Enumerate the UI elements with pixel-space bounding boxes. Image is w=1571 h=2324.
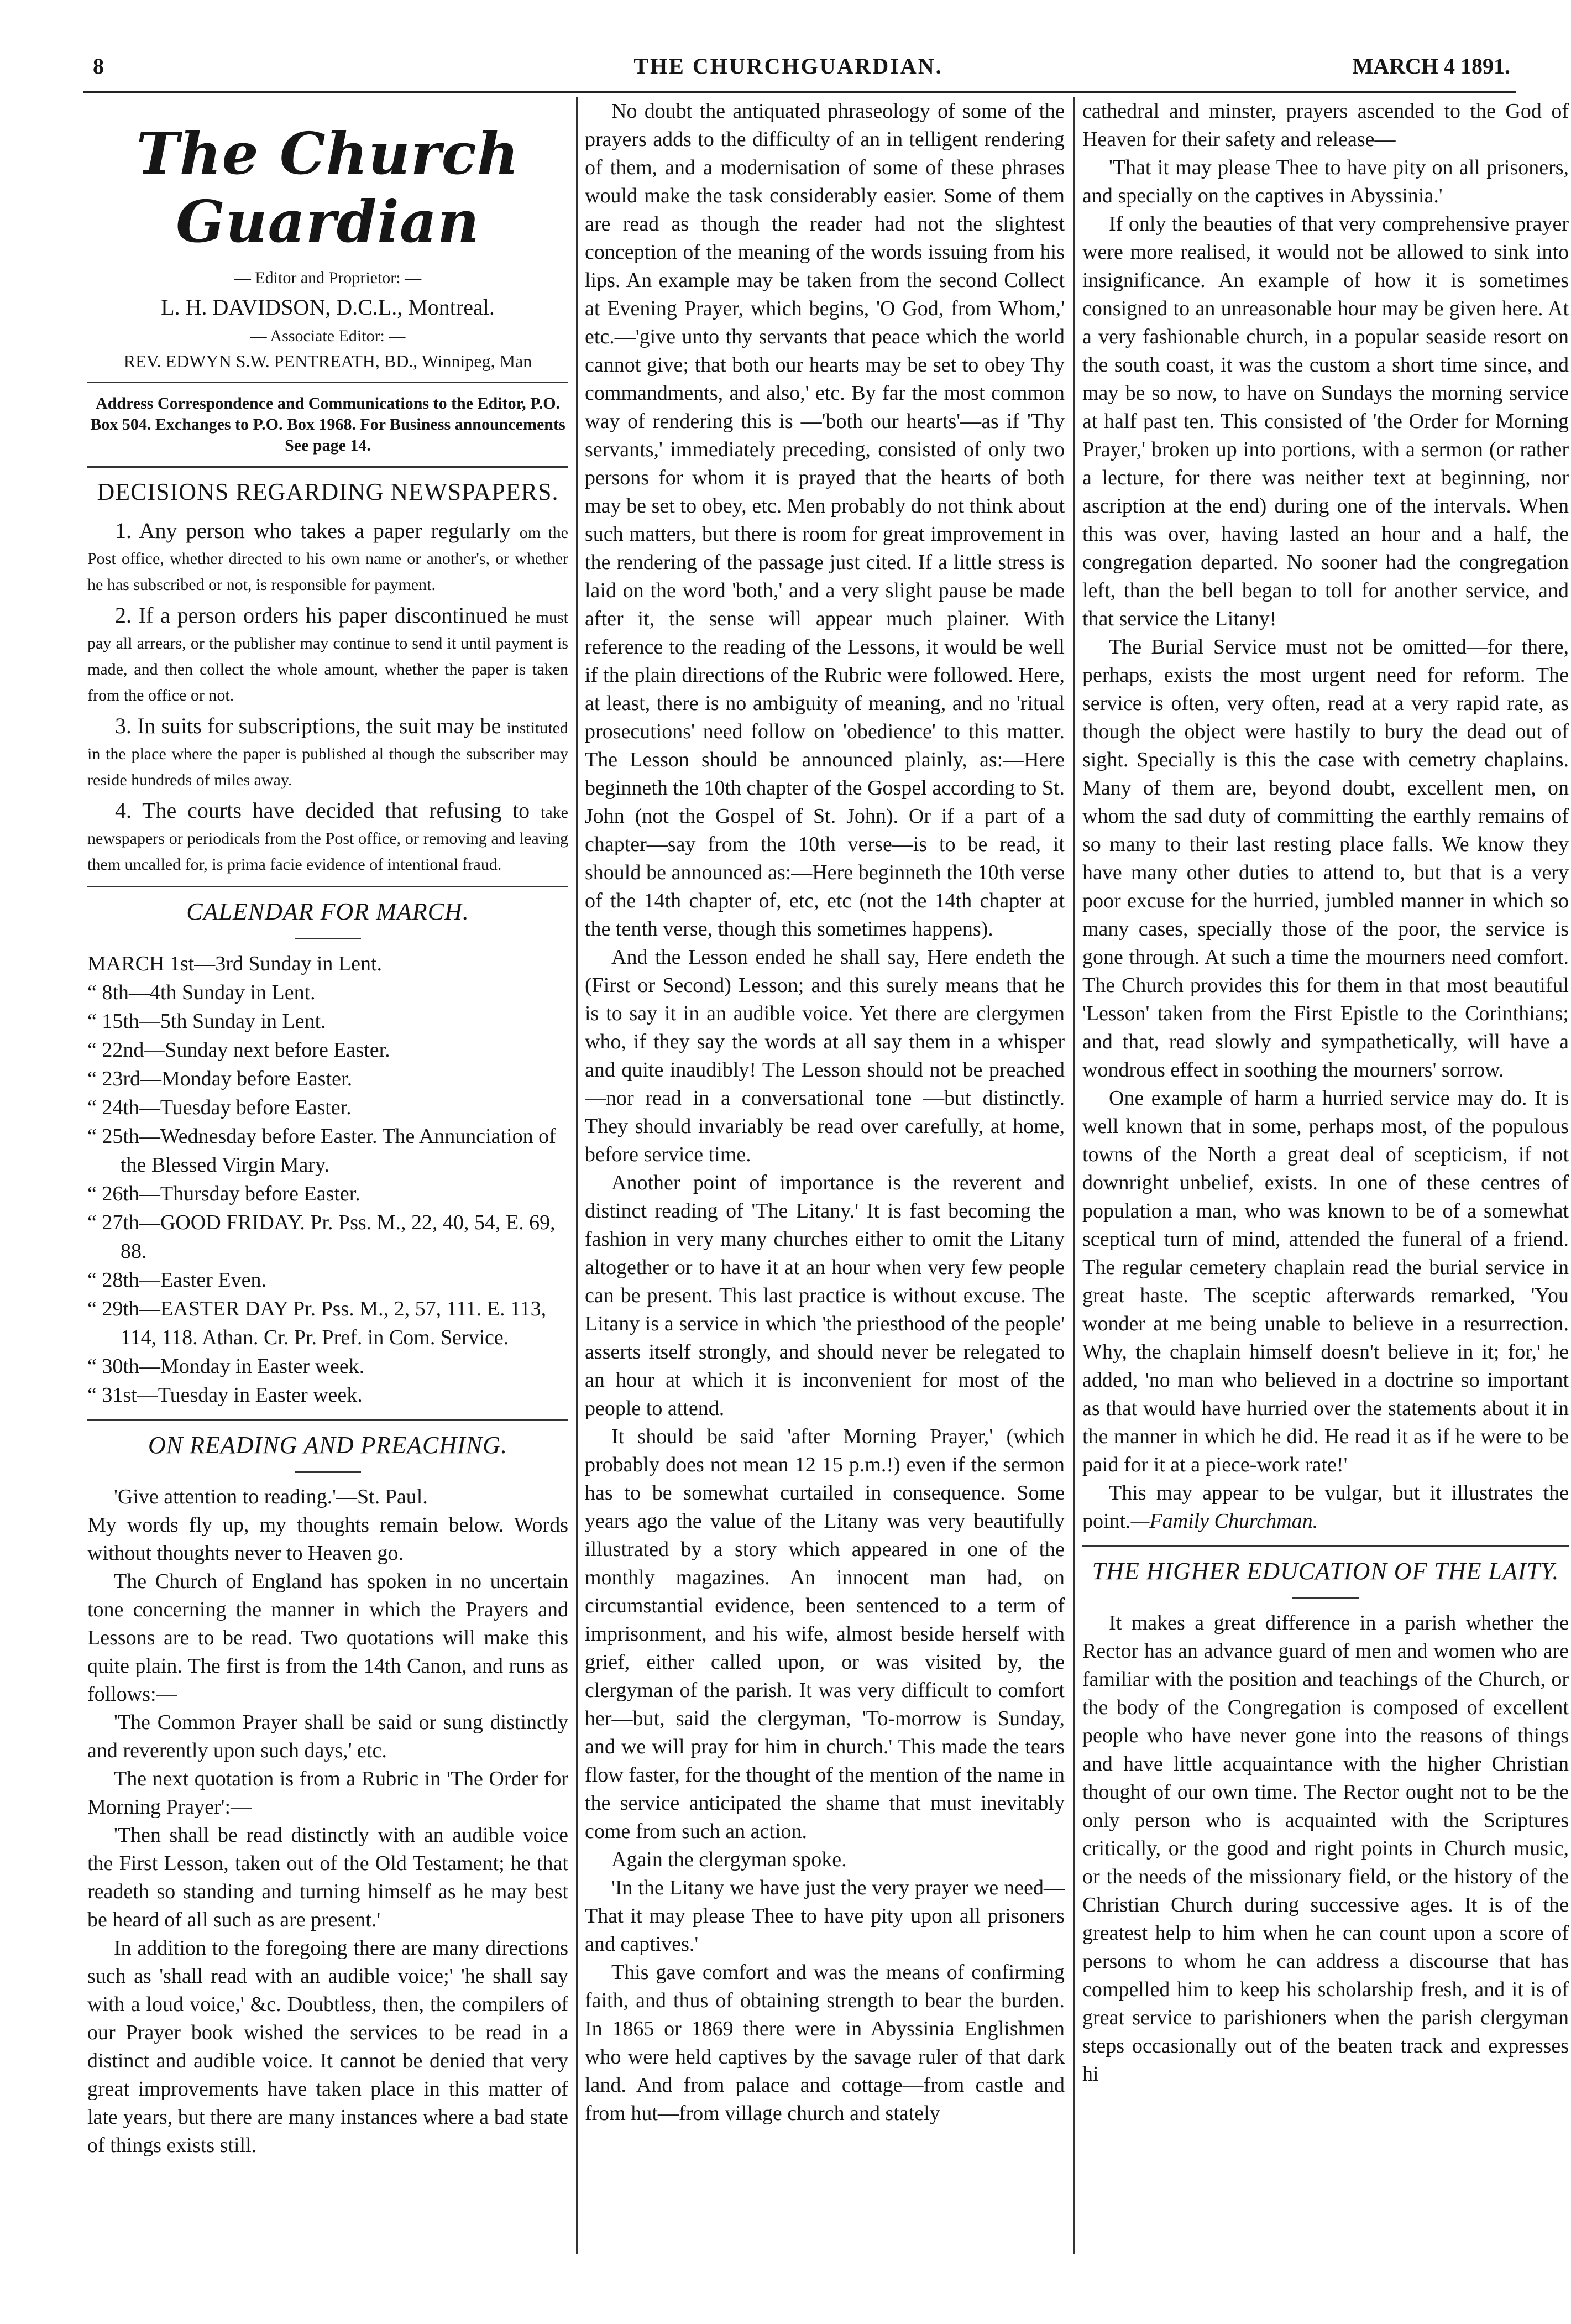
article-paragraph: One example of harm a hurried service may do. It is well known that in some, perhaps most, of the populous towns of the North a great deal of scepticism, if not downright unbelief, exists. In one of these centres of population a man, who was known to be of a somewhat sceptical turn of mind, attended the funeral of a friend. The regular cemetery chaplain read the burial service in great haste. The sceptic afterwards remarked, 'You wonder at me being unable to believe in a resurrection. Why, the chaplain himself doesn't believe in it; for,' he added, 'no man who believed in a doctrine so important as that would have hurried over the statements about it in the manner in which he did. He read it as if he were to be paid for it at a piece-work rate!' <box>1082 1087 1569 1476</box>
calendar-heading: CALENDAR FOR MARCH. <box>186 898 469 925</box>
article-paragraph: The Church of England has spoken in no uncertain tone concerning the manner in which the Prayers and Lessons are to be read. Two quotations will make this quite plain. The first is from the 14th Canon, and runs as follows:— <box>87 1570 568 1706</box>
calendar-entry: “ 27th—GOOD FRIDAY. Pr. Pss. M., 22, 40, 54, E. 69, 88. <box>87 1211 556 1263</box>
article-paragraph: 'Give attention to reading.'—St. Paul. <box>114 1485 428 1508</box>
article-end-rule <box>1082 1545 1569 1547</box>
article-paragraph: And the Lesson ended he shall say, Here endeth the (First or Second) Lesson; and this surely means that he is to say it in an audible voice. Yet there are clergymen who, if they say the words at all say them in a whisper and quite inaudibly! The Lesson should not be preached—nor read in a conversational tone —but distinctly. They should invariably be read over carefully, at home, before service time. <box>585 946 1065 1166</box>
column-rule-1 <box>576 97 578 2254</box>
column-1 <box>87 97 568 2254</box>
decision-item: 2. If a person orders his paper discontinued he must pay all arrears, or the publisher may continue to send it until payment is made, and then collect the whole amount, whether the paper is taken from the office or not. <box>87 603 568 704</box>
article-credit: —Family Churchman. <box>1130 1510 1318 1533</box>
article-paragraph: 'Then shall be read distinctly with an audible voice the First Lesson, taken out of the Old Testament; he that readeth so standing and turning himself as he may best be heard of all such as are present.' <box>87 1824 568 1931</box>
article-paragraph: 'The Common Prayer shall be said or sung distinctly and reverently upon such days,' etc. <box>87 1711 568 1762</box>
calendar-entry: “ 22nd—Sunday next before Easter. <box>87 1038 390 1062</box>
decision-item: 1. Any person who takes a paper regularly om the Post office, whether directed to his own name or another's, or whether he has subscribed or not, is responsible for payment. <box>87 518 568 594</box>
reading-heading: ON READING AND PREACHING. <box>148 1432 507 1459</box>
calendar-entry: “ 23rd—Monday before Easter. <box>87 1067 353 1090</box>
article-paragraph: It should be said 'after Morning Prayer,' (which probably does not mean 12 15 p.m.!) even if the sermon has to be somewhat curtailed in consequence. Some years ago the value of the Litany was very beautifully illustrated by a story which appeared in one of the monthly magazines. An innocent man had, on circumstantial evidence, been sentenced to a term of imprisonment, and his wife, almost beside herself with grief, either called upon, or was visited by, the clergyman of the parish. It was very difficult to comfort her—but, said the clergyman, 'To-morrow is Sunday, and we will pray for him in church.' This made the tears flow faster, for the thought of the mention of the name in the service anticipated the shame that must inevitably come from such an action. <box>585 1425 1065 1843</box>
running-head <box>66 53 1510 88</box>
calendar-heading-rule <box>295 938 361 939</box>
calendar-entry: “ 26th—Thursday before Easter. <box>87 1182 360 1205</box>
article-paragraph: 'That it may please Thee to have pity on all prisoners, and specially on the captives in Abyssinia.' <box>1082 156 1569 207</box>
calendar-entry: “ 8th—4th Sunday in Lent. <box>87 981 316 1004</box>
calendar-entry: “ 28th—Easter Even. <box>87 1268 266 1292</box>
article-paragraph: If only the beauties of that very comprehensive prayer were more realised, it would not be allowed to sink into insignificance. An example of how it is sometimes consigned to an unreasonable hour may be given here. At a very fashionable church, in a popular seaside resort on the south coast, it was the custom a short time since, and may be so now, to have on Sundays the morning service at half past ten. This consisted of 'the Order for Morning Prayer,' broken up into portions, with a sermon (or rather a lecture, for there was neither text at beginning, nor ascription at the end) during one of the intervals. When this was over, having lasted an hour and a half, the congregation departed. No sooner had the congregation left, than the bell began to toll for another service, and that service the Litany! <box>1082 212 1569 630</box>
associate-editor-name: REV. EDWYN S.W. PENTREATH, BD., Winnipeg, Man <box>123 351 532 371</box>
calendar-entry: “ 24th—Tuesday before Easter. <box>87 1096 352 1119</box>
masthead-title: The Church Guardian <box>136 119 520 255</box>
article-paragraph: My words fly up, my thoughts remain below. Words without thoughts never to Heaven go. <box>87 1513 568 1565</box>
associate-editor-label: — Associate Editor: — <box>250 327 406 345</box>
article-paragraph: Another point of importance is the reverent and distinct reading of 'The Litany.' It is fast becoming the fashion in very many churches either to omit the Litany altogether or to have it at an hour when very few people can be present. This last practice is without excuse. The Litany is a service in which 'the priesthood of the people' asserts itself strongly, and should never be relegated to an hour at which it is inconvenient for most of the people to attend. <box>585 1171 1065 1420</box>
address-rule <box>87 466 568 468</box>
decision-item: 4. The courts have decided that refusing to take newspapers or periodicals from the Post office, or removing and leaving them uncalled for, is prima facie evidence of intentional fraud. <box>87 798 568 874</box>
editorial-address: Address Correspondence and Communications to the Editor, P.O. Box 504. Exchanges to P.O. Box 1968. For Business announcements See page 14. <box>90 394 565 455</box>
calendar-entry: “ 29th—EASTER DAY Pr. Pss. M., 2, 57, 111. E. 113, 114, 118. Athan. Cr. Pr. Pref. in Com. Service. <box>87 1297 547 1349</box>
masthead-rule <box>87 382 568 383</box>
column-3 <box>1082 97 1569 2254</box>
publication-name: THE CHURCHGUARDIAN. <box>633 54 943 79</box>
article-paragraph: The next quotation is from a Rubric in 'The Order for Morning Prayer':— <box>87 1767 568 1819</box>
article-paragraph: cathedral and minster, prayers ascended to the God of Heaven for their safety and release— <box>1082 100 1569 151</box>
header-rule <box>83 91 1516 93</box>
calendar-entry: MARCH 1st—3rd Sunday in Lent. <box>87 952 383 975</box>
article-paragraph: No doubt the antiquated phraseology of some of the prayers adds to the difficulty of an in telligent rendering of them, and a modernisation of some of these phrases would make the task considerably easier. Some of them are read as though the reader had not the slightest conception of the meaning of the words issuing from his lips. An example may be taken from the second Collect at Evening Prayer, which begins, 'O God, from Whom,' etc.—'give unto thy servants that peace which the world cannot give; that both our hearts may be set to obey Thy commandments, and also,' etc. By far the most common way of rendering this is —'both our hearts'—as if 'Thy servants,' immediately preceding, consisted of only two persons for whom it is prayed that the hearts of both may be set to obey, etc. Men probably do not think about such matters, but there is room for great improvement in the rendering of the passage just cited. If a little stress is laid on the word 'both,' and a very slight pause be made after it, the sense will appear much plainer. With reference to the reading of the Lessons, it would be well if the plain directions of the Rubric were followed. Here, at least, there is no ambiguity of meaning, and no 'ritual prosecutions' need follow on 'obedience' to this matter. The Lesson should be announced plainly, as:—Here beginneth the 10th chapter of the Gospel according to St. John (not the Gospel of St. John). Or if a part of a chapter—say from the 10th verse—is to be read, it should be announced as:—Here beginneth the 10th verse of the 14th chapter of, etc, etc (not the 14th chapter at the tenth verse, though this sometimes happens). <box>585 100 1065 941</box>
reading-heading-rule <box>295 1471 361 1473</box>
decisions-rule <box>87 886 568 887</box>
issue-date: MARCH 4 1891. <box>1352 54 1510 79</box>
calendar-rule <box>87 1419 568 1421</box>
editor-name: L. H. DAVIDSON, D.C.L., Montreal. <box>161 295 495 320</box>
higher-education-heading: THE HIGHER EDUCATION OF THE LAITY. <box>1092 1558 1559 1585</box>
article-paragraph: This gave comfort and was the means of confirming faith, and thus of obtaining strength to bear the burden. In 1865 or 1869 there were in Abyssinia Englishmen who were held captives by the savage ruler of that dark land. And from palace and cottage—from castle and from hut—from village church and stately <box>585 1961 1065 2125</box>
calendar-entry: “ 25th—Wednesday before Easter. The Annunciation of the Blessed Virgin Mary. <box>87 1125 556 1177</box>
column-2 <box>585 97 1065 2254</box>
article-paragraph: This may appear to be vulgar, but it illustrates the point.—Family Churchman. <box>1082 1481 1569 1533</box>
decisions-heading: DECISIONS REGARDING NEWSPAPERS. <box>97 478 559 505</box>
higher-education-heading-rule <box>1292 1597 1359 1599</box>
calendar-entry: “ 30th—Monday in Easter week. <box>87 1355 365 1378</box>
article-paragraph: 'In the Litany we have just the very prayer we need—That it may please Thee to have pity upon all prisoners and captives.' <box>585 1876 1065 1956</box>
column-rule-2 <box>1073 97 1075 2254</box>
article-paragraph: It makes a great difference in a parish whether the Rector has an advance guard of men and women who are familiar with the position and teachings of the Church, or the body of the Congregation is composed of excellent people who have never gone into the reasons of things and have little acquaintance with the higher Christian thought of our own time. The Rector ought not to be the only person who is acquainted with the Scriptures critically, or the good and right points in Church music, or the needs of the missionary field, or the history of the Christian Church during successive ages. It is of the greatest help to him when he can count upon a score of persons to whom he can address a discourse that has compelled him to keep his scholarship fresh, and it is of great service to parishioners when the parish clergyman steps occasionally out of the beaten track and expresses hi <box>1082 1611 1569 2086</box>
calendar-entry: “ 15th—5th Sunday in Lent. <box>87 1010 326 1033</box>
editor-label: — Editor and Proprietor: — <box>234 269 422 287</box>
calendar-list <box>87 949 568 1409</box>
article-paragraph: In addition to the foregoing there are many directions such as 'shall read with an audible voice;' 'he shall say with a loud voice,' &c. Doubtless, then, the compilers of our Prayer book wished the services to be read in a distinct and audible voice. It cannot be denied that very great improvements have taken place in this matter of late years, but there are many instances where a bad state of things exists still. <box>87 1936 568 2157</box>
article-paragraph: The Burial Service must not be omitted—for there, perhaps, exists the most urgent need for reform. The service is often, very often, read at a very rapid rate, as though the object were hastily to bury the dead out of sight. Specially is this the case with cemetry chaplains. Many of them are, beyond doubt, excellent men, on whom the sad duty of committing the earthly remains of so many to their last resting place falls. We know they have many other duties to attend to, but that is a very poor excuse for the hurried, jumbled manner in which so many cases, specially those of the poor, the service is gone through. At such a time the mourners need comfort. The Church provides this for them in that most beautiful 'Lesson' taken from the First Epistle to the Corinthians; and that, read slowly and sympathetically, will have a wondrous effect in soothing the mourners' sorrow. <box>1082 635 1569 1082</box>
article-paragraph: Again the clergyman spoke. <box>611 1848 847 1871</box>
page-number: 8 <box>93 54 104 79</box>
calendar-entry: “ 31st—Tuesday in Easter week. <box>87 1383 363 1407</box>
decision-item: 3. In suits for subscriptions, the suit may be instituted in the place where the paper is published al though the subscriber may reside hundreds of miles away. <box>87 713 568 789</box>
